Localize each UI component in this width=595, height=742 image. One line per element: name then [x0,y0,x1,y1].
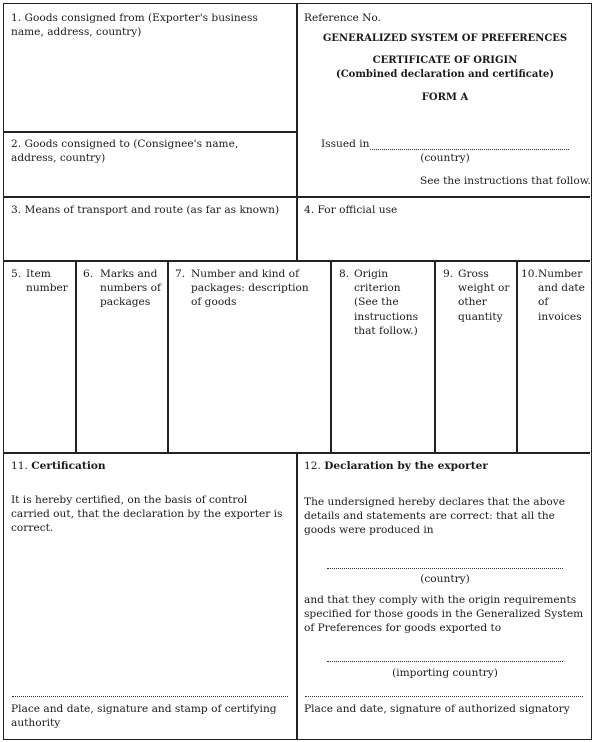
form-title-gsp: GENERALIZED SYSTEM OF PREFERENCES [322,33,568,44]
divider-col9 [516,261,518,453]
box11-heading [11,459,106,473]
box12-importing-country-dotted-line [327,661,563,662]
box1-number: 1. [11,12,22,24]
col10-number: 10. [521,268,538,280]
box4-label-text: For official use [317,204,398,216]
box3-label-text: Means of transport and route (as far as known) [24,204,280,216]
box1-exporter-label [11,11,281,39]
box12-heading [304,459,488,473]
box11-body: It is hereby certified, on the basis of control carried out, that the declaration by the exporter is correct. [11,494,283,535]
box12-importing-country-caption: (importing country) [392,667,498,679]
divider-box1-box2 [4,131,297,133]
box12-signature-line [305,696,583,697]
box2-consignee-label [11,137,271,165]
box12-body-exported-to: and that they comply with the origin requirements specified for those goods in the Generalized System of Preferences for goods exported to [304,594,584,635]
col5-number: 5. [11,268,22,280]
divider-col5 [75,261,77,453]
box11-signature-line [12,696,288,697]
instructions-note: See the instructions that follow. [420,175,591,187]
divider-row2 [4,196,590,198]
box4-number: 4. [304,204,315,216]
box1-label-text: Goods consigned from (Exporter's business name, address, country) [11,12,258,39]
col7-label: Number and kind of packages: description of goods [191,268,309,309]
box12-number: 12. [304,460,321,472]
divider-col7 [330,261,332,453]
box12-footer: Place and date, signature of authorized signatory [304,703,570,715]
col6-label: Marks and numbers of packages [100,268,161,309]
col8-label: Origin criterion (See the instructions that follow.) [354,268,419,337]
divider-bottom-vertical [296,453,298,739]
box12-body-produced-in: The undersigned hereby declares that the above details and statements are correct: that all the goods were produced in [304,496,565,537]
box11-number: 11. [11,460,28,472]
reference-number-label: Reference No. [304,12,381,24]
form-title-form-a: FORM A [421,92,469,103]
box4-official-use-label [304,203,584,217]
col10-label: Number and date of invoices [538,268,585,323]
divider-col8 [434,261,436,453]
certificate-of-origin-form [3,3,592,740]
box2-number: 2. [11,138,22,150]
box12-title: Declaration by the exporter [324,460,488,472]
col9-number: 9. [443,268,454,280]
divider-row3 [4,260,590,262]
form-title-certificate: CERTIFICATE OF ORIGIN [372,55,518,66]
col7-number: 7. [175,268,186,280]
box11-footer: Place and date, signature and stamp of certifying authority [11,703,277,730]
box12-country-caption: (country) [420,573,470,585]
box11-title: Certification [31,460,106,472]
box12-country-dotted-line [327,568,563,569]
divider-top-vertical [296,4,298,261]
divider-col6 [167,261,169,453]
issued-in-label: Issued in [321,138,370,150]
box3-number: 3. [11,204,22,216]
col8-number: 8. [339,268,350,280]
box3-transport-label [11,203,291,217]
col5-label: Item number [26,268,68,295]
col6-number: 6. [83,268,94,280]
form-title-combined: (Combined declaration and certificate) [335,69,555,80]
box2-label-text: Goods consigned to (Consignee's name, address, country) [11,138,239,165]
col9-label: Gross weight or other quantity [458,268,510,323]
issued-in-dotted-line [370,149,569,150]
issued-in-country-caption: (country) [420,152,470,164]
